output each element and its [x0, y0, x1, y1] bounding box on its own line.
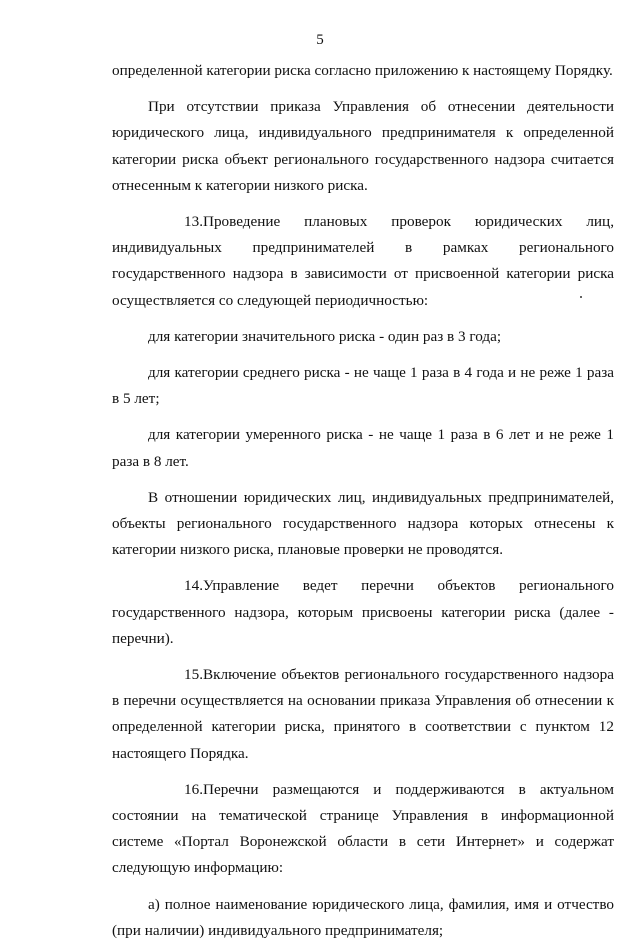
list-item: а) полное наименование юридического лица, фамилия, имя и отчество (при наличии) индивидуального предпринимателя;: [112, 895, 614, 939]
document-body: [112, 58, 614, 944]
clause-number: 15.: [184, 666, 203, 684]
numbered-paragraph: 14.Управление ведет перечни объектов регионального государственного надзора, которым присвоены категории риска (далее - перечни).: [112, 573, 614, 652]
clause-number: 14.: [184, 577, 203, 595]
numbered-paragraph: 13.Проведение плановых проверок юридических лиц, индивидуальных предпринимателей в рамках регионального государственного надзора в зависимости от присвоенной категории риска осуществляется со следующей периодичностью:: [112, 209, 614, 314]
list-item: для категории значительного риска - один раз в 3 года;: [148, 327, 502, 345]
list-item: для категории среднего риска - не чаще 1 раза в 4 года и не реже 1 раза в 5 лет;: [112, 364, 614, 408]
page-number: 5: [316, 32, 324, 48]
paragraph: При отсутствии приказа Управления об отнесении деятельности юридического лица, индивидуального предпринимателя к определенной категории риска объект регионального государственного надзора считается отнесенным к категории низкого риска.: [112, 98, 614, 194]
clause-number: 13.: [184, 213, 203, 231]
numbered-paragraph: 16.Перечни размещаются и поддерживаются в актуальном состоянии на тематической странице Управления в информационной системе «Портал Воронежской области в сети Интернет» и содержат следующую информацию:: [112, 777, 614, 882]
paragraph: определенной категории риска согласно приложению к настоящему Порядку.: [112, 62, 613, 79]
paragraph: В отношении юридических лиц, индивидуальных предпринимателей, объекты регионального государственного надзора которых отнесены к категории низкого риска, плановые проверки не проводятся.: [112, 488, 614, 559]
list-item: для категории умеренного риска - не чаще 1 раза в 6 лет и не реже 1 раза в 8 лет.: [112, 426, 614, 470]
clause-number: 16.: [184, 780, 203, 798]
scan-speck: [580, 296, 582, 298]
numbered-paragraph: 15.Включение объектов регионального государственного надзора в перечни осуществляется на основании приказа Управления об отнесении к определенной категории риска, принятого в соответствии с пунктом 12 настоящего Порядка.: [112, 662, 614, 767]
